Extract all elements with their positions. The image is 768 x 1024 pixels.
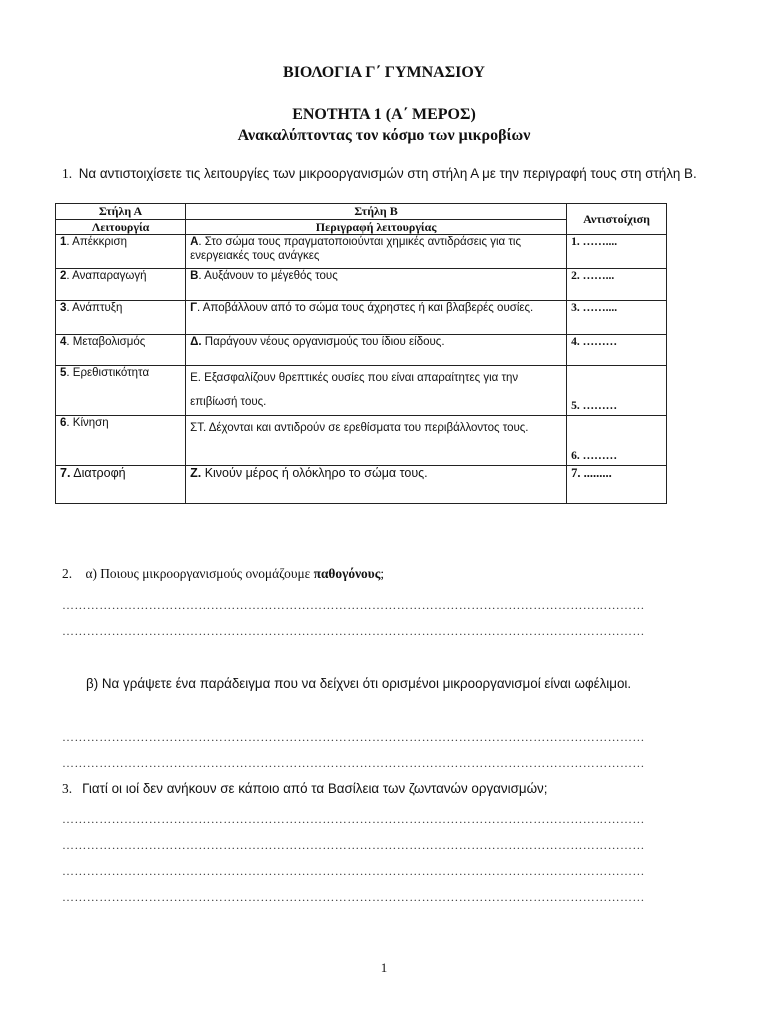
- question-2: [62, 566, 384, 582]
- matching-answer: 2. ……...: [567, 269, 667, 301]
- description-text: ΣΤ. Δέχονται και αντιδρούν σε ερεθίσματα του περιβάλλοντος τους.: [190, 422, 529, 434]
- description-cell: [186, 269, 567, 301]
- description-cell: [186, 335, 567, 366]
- question-2-number: 2.: [62, 566, 73, 581]
- description-cell: [186, 416, 567, 466]
- question-2a-bold: παθογόνους: [313, 566, 381, 581]
- function-label: . Κίνηση: [66, 417, 109, 429]
- question-1: [62, 165, 712, 182]
- function-number: 1: [60, 236, 67, 248]
- function-cell: [56, 335, 186, 366]
- question-1-text: Να αντιστοιχίσετε τις λειτουργίες των μικροοργανισμών στη στήλη Α με την περιγραφή τους στη στήλη Β.: [78, 166, 697, 181]
- function-cell: [56, 366, 186, 416]
- function-number: 3: [60, 302, 67, 314]
- table-row: [56, 235, 667, 269]
- function-number: 7.: [60, 466, 71, 480]
- answer-line[interactable]: ……………………………………………………………………………………………………………………………: [62, 864, 645, 878]
- function-cell: [56, 301, 186, 335]
- function-number: 2: [60, 270, 67, 282]
- function-label: . Μεταβολισμός: [66, 336, 146, 348]
- page-number: 1: [380, 960, 388, 975]
- answer-line[interactable]: ……………………………………………………………………………………………………………………………: [62, 730, 645, 744]
- function-label: . Ερεθιστικότητα: [66, 367, 150, 379]
- table-row: [56, 416, 667, 466]
- function-cell: [56, 466, 186, 504]
- description-letter: Β: [190, 270, 199, 282]
- function-label: . Αναπαραγωγή: [66, 270, 147, 282]
- answer-line[interactable]: ……………………………………………………………………………………………………………………………: [62, 890, 645, 904]
- function-number: 5: [60, 367, 67, 379]
- question-3: [62, 781, 547, 797]
- function-label: Διατροφή: [70, 466, 126, 480]
- question-3-text: Γιατί οι ιοί δεν ανήκουν σε κάποιο από τα Βασίλεια των ζωντανών οργανισμών;: [82, 781, 548, 796]
- description-cell: [186, 301, 567, 335]
- question-2a-text: α) Ποιους μικροοργανισμούς ονομάζουμε: [85, 566, 314, 581]
- description-cell: [186, 235, 567, 269]
- description-text: . Αποβάλλουν από το σώμα τους άχρηστες ή και βλαβερές ουσίες.: [197, 302, 534, 314]
- description-text: . Αυξάνουν το μέγεθός τους: [198, 270, 338, 282]
- description-letter: Γ: [190, 302, 198, 314]
- question-2a-suffix: ;: [380, 566, 385, 581]
- matching-answer: 6. ………: [567, 416, 667, 466]
- header-function: Λειτουργία: [56, 220, 186, 235]
- question-1-number: 1.: [62, 166, 73, 181]
- worksheet-title: ΒΙΟΛΟΓΙΑ Γ΄ ΓΥΜΝΑΣΙΟΥ: [283, 64, 485, 81]
- header-column-b: Στήλη Β: [186, 204, 567, 220]
- unit-subtitle: Ανακαλύπτοντας τον κόσμο των μικροβίων: [237, 127, 531, 144]
- header-column-a: Στήλη Α: [56, 204, 186, 220]
- description-text: Κινούν μέρος ή ολόκληρο το σώμα τους.: [201, 466, 428, 480]
- table-row: [56, 366, 667, 416]
- function-cell: [56, 416, 186, 466]
- matching-answer: 7. .........: [567, 466, 667, 504]
- answer-line[interactable]: ……………………………………………………………………………………………………………………………: [62, 756, 645, 770]
- answer-line[interactable]: ……………………………………………………………………………………………………………………………: [62, 812, 645, 826]
- description-text: . Στο σώμα τους πραγματοποιούνται χημικές αντιδράσεις για τις ενεργειακές τους ανάγκες: [190, 236, 522, 262]
- description-letter: Δ.: [190, 336, 202, 348]
- header-description: Περιγραφή λειτουργίας: [186, 220, 567, 235]
- function-number: 6: [60, 417, 67, 429]
- function-label: . Ανάπτυξη: [66, 302, 123, 314]
- description-cell: [186, 366, 567, 416]
- table-row: [56, 466, 667, 504]
- table-row: [56, 269, 667, 301]
- question-3-number: 3.: [62, 781, 73, 796]
- description-letter: Α: [190, 236, 199, 248]
- table-row: [56, 335, 667, 366]
- header-matching: Αντιστοίχιση: [567, 204, 667, 235]
- matching-answer: 5. ………: [567, 366, 667, 416]
- matching-table: [55, 203, 667, 504]
- function-cell: [56, 235, 186, 269]
- function-label: . Απέκκριση: [66, 236, 127, 248]
- question-2b: β) Να γράψετε ένα παράδειγμα που να δείχνει ότι ορισμένοι μικροοργανισμοί είναι ωφέλιμοι.: [86, 676, 632, 691]
- matching-answer: 3. ……....: [567, 301, 667, 335]
- description-cell: [186, 466, 567, 504]
- description-text: Παράγουν νέους οργανισμούς του ίδιου είδους.: [201, 336, 445, 348]
- description-letter: Ζ.: [190, 466, 202, 480]
- table-row: [56, 301, 667, 335]
- answer-line[interactable]: ……………………………………………………………………………………………………………………………: [62, 624, 645, 638]
- description-text: Ε. Εξασφαλίζουν θρεπτικές ουσίες που είναι απαραίτητες για την επιβίωσή τους.: [190, 372, 519, 408]
- answer-line[interactable]: ……………………………………………………………………………………………………………………………: [62, 838, 645, 852]
- answer-line[interactable]: ……………………………………………………………………………………………………………………………: [62, 598, 645, 612]
- matching-answer: 1. ……....: [567, 235, 667, 269]
- function-number: 4: [60, 336, 67, 348]
- matching-answer: 4. ………: [567, 335, 667, 366]
- unit-title: ΕΝΟΤΗΤΑ 1 (Α΄ ΜΕΡΟΣ): [292, 106, 476, 123]
- function-cell: [56, 269, 186, 301]
